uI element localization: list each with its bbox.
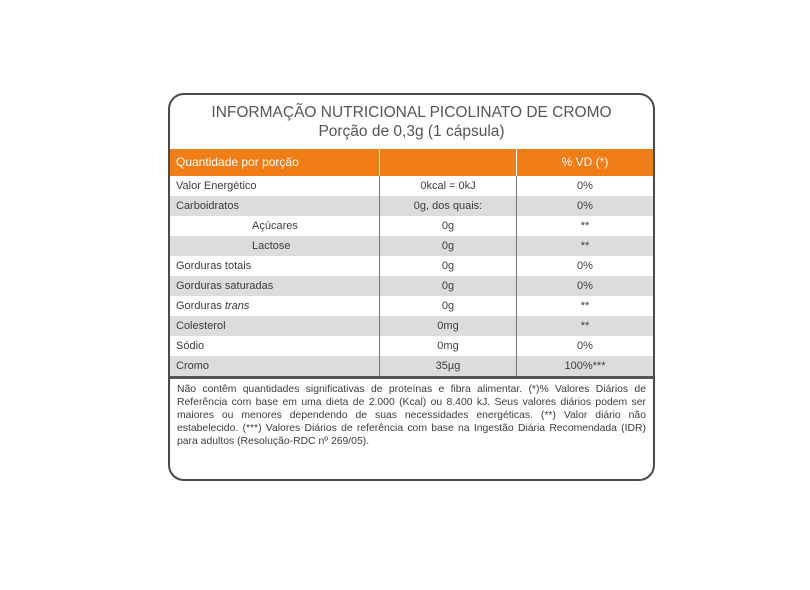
table-row-sodio <box>170 336 653 356</box>
table-row-cromo <box>170 356 653 376</box>
table-header-row <box>170 149 653 176</box>
row-amount: 0g <box>380 256 517 276</box>
nutrition-title-line1: INFORMAÇÃO NUTRICIONAL PICOLINATO DE CROMO <box>211 104 612 121</box>
row-name: Carboidratos <box>170 196 380 216</box>
row-amount: 35µg <box>380 356 517 376</box>
nutrition-facts-panel <box>168 93 655 481</box>
row-vd: ** <box>580 300 590 312</box>
footnote: Não contêm quantidades significativas de proteínas e fibra alimentar. (*)% Valores Diários de Referência com base em uma dieta de 2.000 (Kcal) ou 8.400 kJ. Seus valores diários podem ser maiores ou menores dependendo de suas necessidades energéticas. (**) Valor diário não estabelecido. (***) Valores Diários de referência com base na Ingestão Diária Recomendada (IDR) para adultos (Resolução-RDC nº 269/05). <box>177 384 646 447</box>
table-row-gorduras-totais <box>170 256 653 276</box>
row-name: Gorduras saturadas <box>170 276 380 296</box>
row-amount: 0g <box>380 276 517 296</box>
row-amount: 0mg <box>380 316 517 336</box>
row-vd: 0% <box>577 340 593 352</box>
nutrition-title <box>170 95 653 141</box>
row-name: Valor Energético <box>170 176 380 196</box>
row-amount: 0g <box>380 296 517 316</box>
row-vd: 0% <box>577 260 593 272</box>
table-row-gorduras-trans <box>170 296 653 316</box>
table-row-valor-energetico <box>170 176 653 196</box>
row-vd: ** <box>580 220 590 232</box>
row-vd: ** <box>580 320 590 332</box>
table-row-carboidratos <box>170 196 653 216</box>
header-quantity-label: Quantidade por porção <box>170 149 380 176</box>
row-amount: 0g <box>380 216 517 236</box>
row-name-wrapper <box>170 296 380 316</box>
row-amount: 0mg <box>380 336 517 356</box>
row-vd: 0% <box>577 180 593 192</box>
table-row-gorduras-saturadas <box>170 276 653 296</box>
row-name: Sódio <box>170 336 380 356</box>
table-row-lactose <box>170 236 653 256</box>
row-amount: 0g <box>380 236 517 256</box>
table-row-acucares <box>170 216 653 236</box>
row-name: Gorduras totais <box>170 256 380 276</box>
row-name: Cromo <box>170 356 380 376</box>
row-name-italic: trans <box>224 300 250 312</box>
table-bottom-divider <box>170 376 653 379</box>
row-amount: 0g, dos quais: <box>380 196 517 216</box>
row-vd: 100%*** <box>564 360 606 372</box>
header-vd-label: % VD (*) <box>561 155 609 169</box>
header-amount-label <box>380 149 517 176</box>
row-name: Lactose <box>170 236 380 256</box>
row-vd: 0% <box>577 280 593 292</box>
row-name: Colesterol <box>170 316 380 336</box>
row-vd: 0% <box>577 200 593 212</box>
row-amount: 0kcal = 0kJ <box>380 176 517 196</box>
row-name: Gorduras <box>176 300 222 312</box>
table-row-colesterol <box>170 316 653 336</box>
nutrition-title-line2: Porção de 0,3g (1 cápsula) <box>318 123 505 140</box>
nutrition-table <box>170 149 653 376</box>
row-name: Açúcares <box>170 216 380 236</box>
row-vd: ** <box>580 240 590 252</box>
